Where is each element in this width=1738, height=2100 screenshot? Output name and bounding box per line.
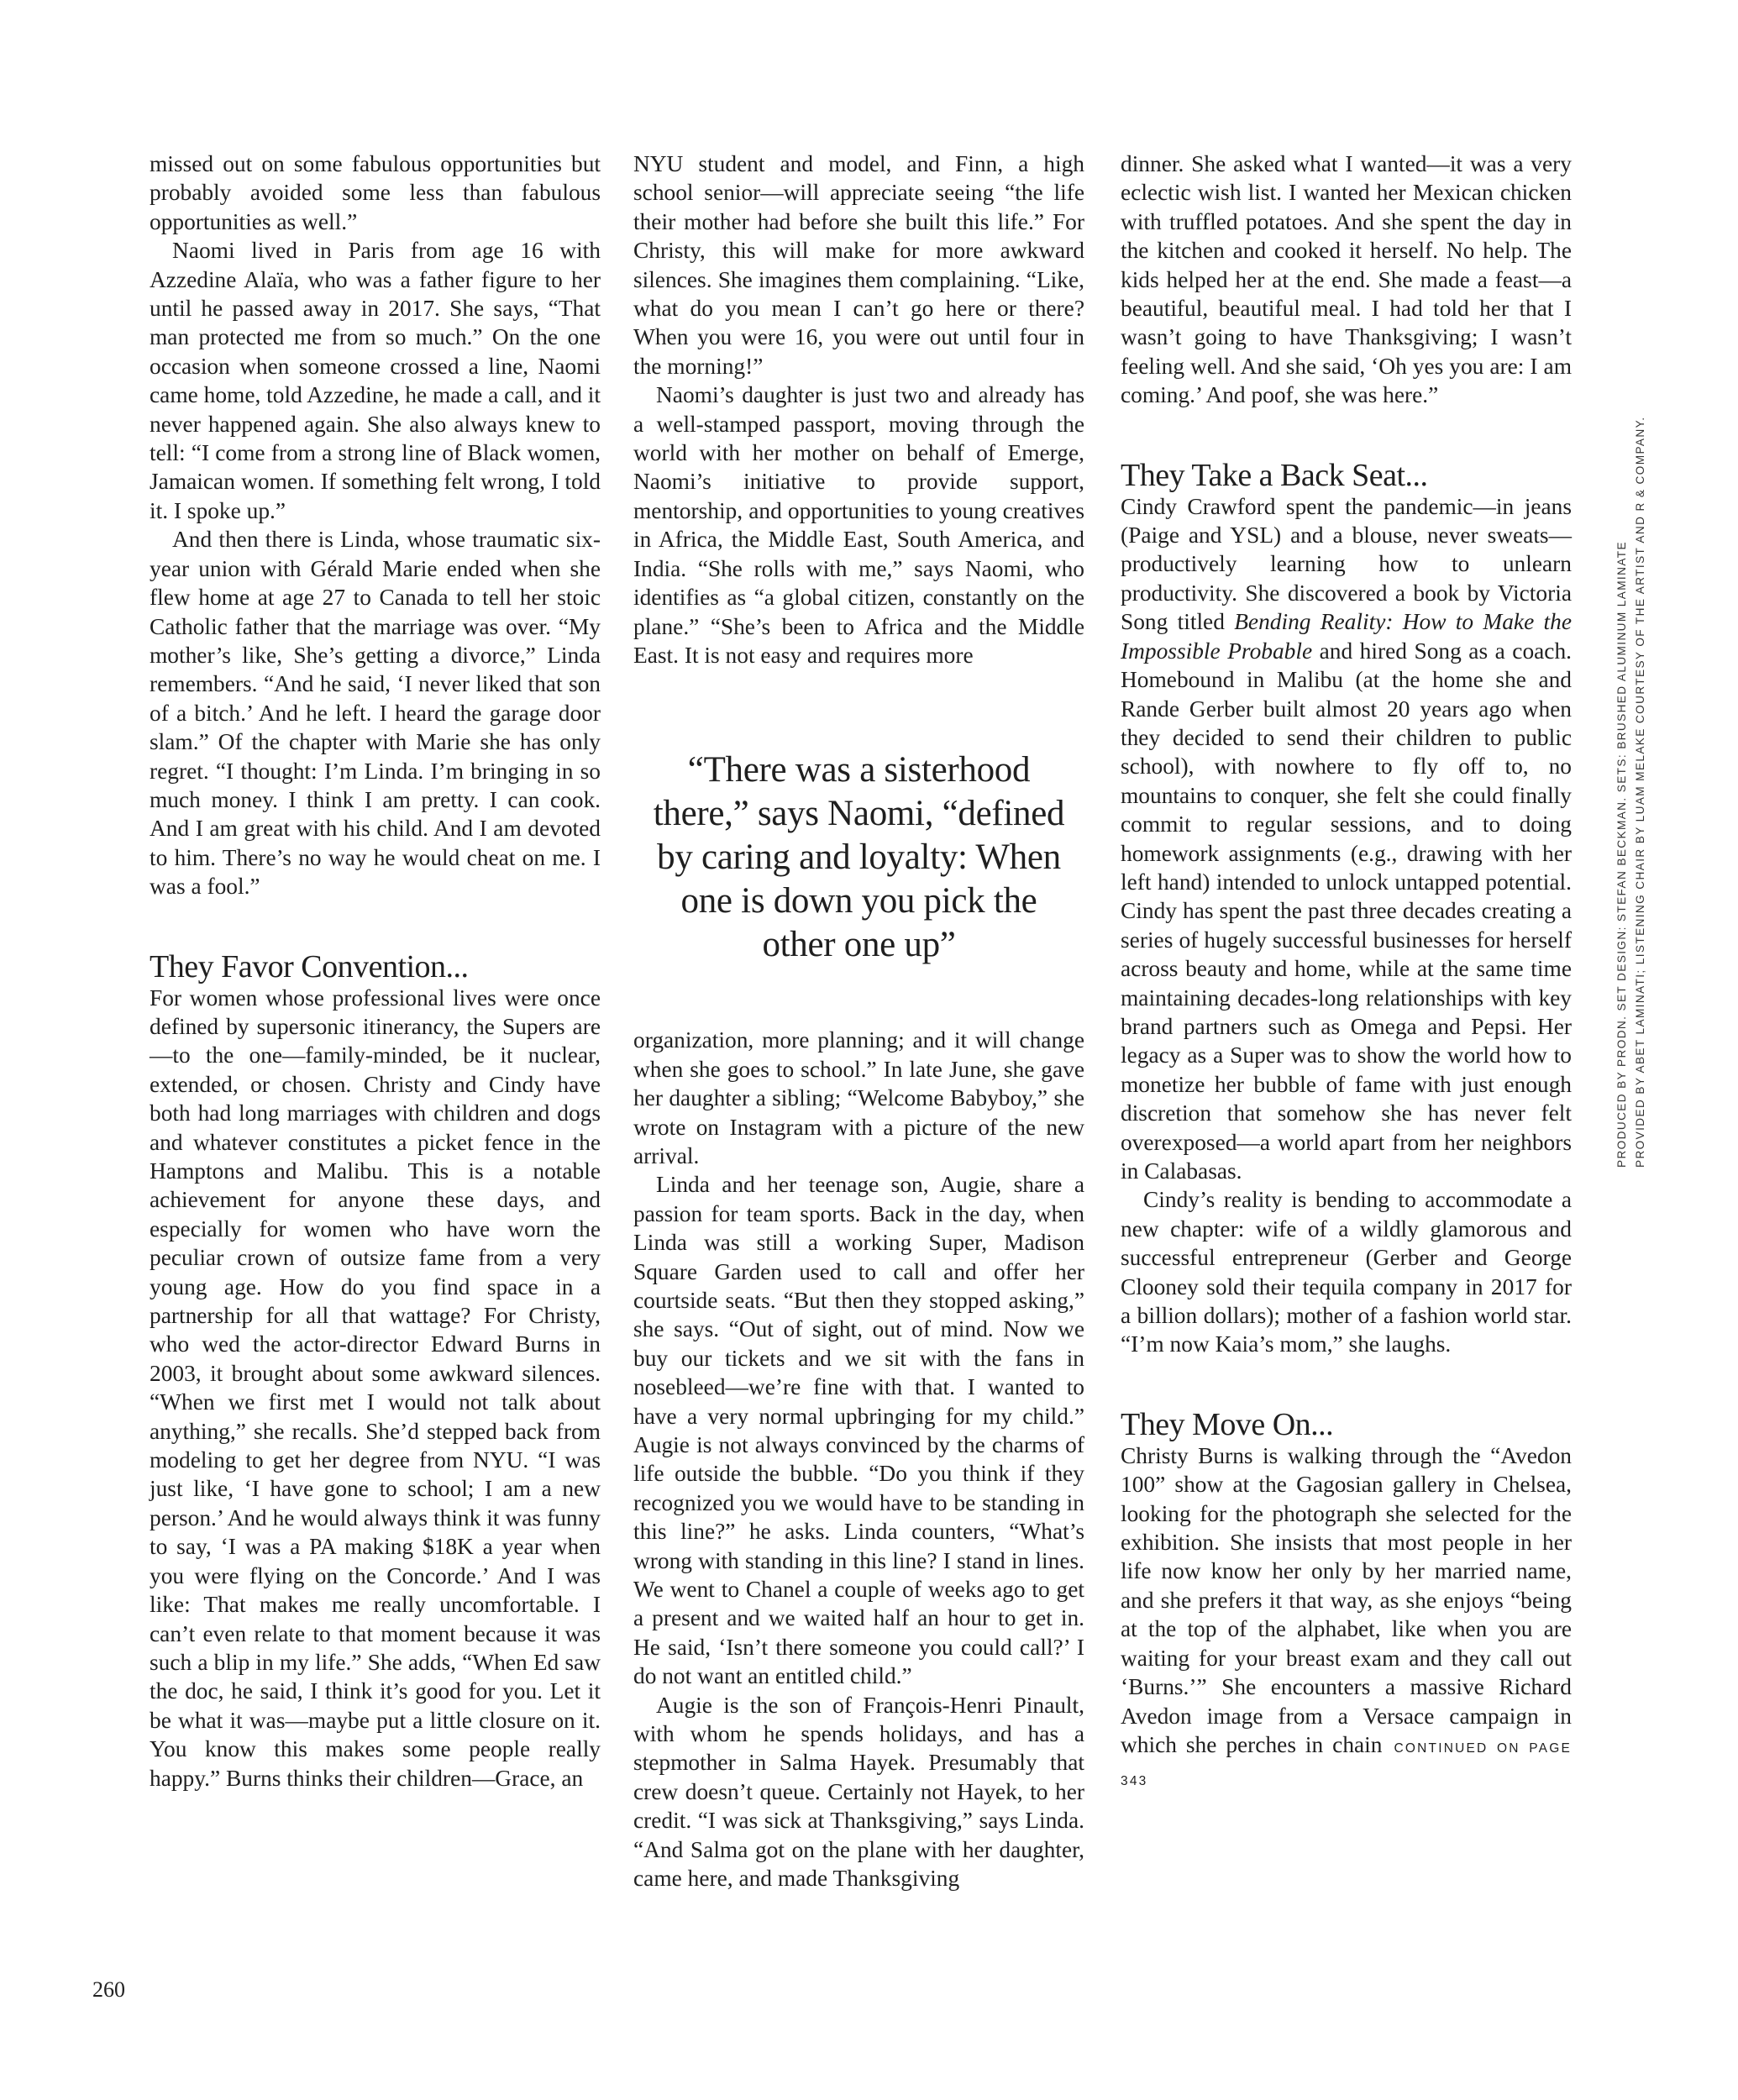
body-paragraph: Augie is the son of François-Henri Pinault, with whom he spends holidays, and has a stepmother in Salma Hayek. Presumably that crew doesn’t queue. Certainly not Hayek, to her credit. “I was sick at Thanksgiving,” says Linda. “And Salma got on the plane with her daughter, came here, and made Thanksgiving (633, 1692, 1084, 1892)
photo-credits (1613, 328, 1650, 1168)
body-paragraph: Linda and her teenage son, Augie, share a passion for team sports. Back in the day, when Linda was still a working Super, Madison Square Garden used to call and offer her courtside seats. “But then they stopped asking,” she says. “Out of sight, out of mind. Now we buy our tickets and we sit with the fans in nosebleed—we’re fine with that. I wanted to have a very normal upbringing for my child.” Augie is not always convinced by the charms of life outside the bubble. “Do you think if they recognized you we would have to be standing in this line?” he asks. Linda counters, “What’s wrong with standing in this line? I stand in lines. We went to Chanel a couple of weeks ago to get a present and we waited half an hour to get in. He said, ‘Isn’t there someone you could call?’ I do not want an entitled child.” (633, 1172, 1084, 1689)
body-paragraph: Naomi lived in Paris from age 16 with Azzedine Alaïa, who was a father figure to her until he passed away in 2017. She says, “That man protected me from so much.” On the one occasion when someone crossed a line, Naomi came home, told Azzedine, he made a call, and it never happened again. She also always knew to tell: “I come from a strong line of Black women, Jamaican women. If something felt wrong, I told it. I spoke up.” (150, 238, 601, 523)
book-title: Bending Reality: How to Make the Impossible Probable (1121, 609, 1572, 664)
article-column-1 (150, 150, 601, 1793)
credit-line: PROVIDED BY ABET LAMINATI; LISTENING CHAIR BY LUAM MELAKE COURTESY OF THE ARTIST AND R & COMPANY. (1634, 416, 1646, 1168)
pull-quote: “There was a sisterhood there,” says Naomi, “defined by caring and loyalty: When one is down you pick the other one up” (653, 750, 1065, 965)
body-paragraph: And then there is Linda, whose traumatic six-year union with Gérald Marie ended when she flew home at age 27 to Canada to tell her stoic Catholic father that the marriage was over. “My mother’s like, She’s getting a divorce,” Linda remembers. “And he said, ‘I never liked that son of a bitch.’ And he left. I heard the garage door slam.” Of the chapter with Marie she has only regret. “I thought: I’m Linda. I’m bringing in so much money. I think I am pretty. I can cook. And I am great with his child. And I am devoted to him. There’s no way he would cheat on me. I was a fool.” (150, 527, 601, 900)
article-column-2 (633, 150, 1084, 1893)
body-text: and hired Song as a coach. Homebound in Malibu (at the home she and Rande Gerber built almost 20 years ago when they decided to send their children to public school), with nowhere to fly off to, no mountains to conquer, she felt she could finally commit to regular sessions, and to doing homework assignments (e.g., drawing with her left hand) intended to unlock untapped potential. Cindy has spent the past three decades creating a series of hugely successful businesses for herself across beauty and home, while at the same time maintaining decades-long relationships with key brand partners such as Omega and Pepsi. Her legacy as a Super was to show the world how to monetize her bubble of fame with just enough discretion that somehow she has never felt overexposed—a world apart from her neighbors in Calabasas. (1121, 638, 1572, 1184)
page-number: 260 (92, 1977, 125, 2002)
article-column-3 (1121, 150, 1572, 1797)
body-paragraph: Cindy’s reality is bending to accommodate a new chapter: wife of a wildly glamorous and successful entrepreneur (Gerber and George Clooney sold their tequila company in 2017 for a billion dollars); mother of a fashion world star. “I’m now Kaia’s mom,” she laughs. (1121, 1187, 1572, 1357)
body-paragraph: organization, more planning; and it will change when she goes to school.” In late June, she gave her daughter a sibling; “Welcome Babyboy,” she wrote on Instagram with a picture of the new arrival. (633, 1027, 1084, 1168)
section-heading: They Move On... (1121, 1406, 1334, 1442)
body-paragraph: dinner. She asked what I wanted—it was a very eclectic wish list. I wanted her Mexican chicken with truffled potatoes. And she spent the day in the kitchen and cooked it herself. No help. The kids helped her at the end. She made a feast—a beautiful, beautiful meal. I had told her that I wasn’t going to have Thanksgiving; I wasn’t feeling well. And she said, ‘Oh yes you are: I am coming.’ And poof, she was here.” (1121, 151, 1572, 408)
body-paragraph (1121, 1441, 1572, 1797)
credit-line: PRODUCED BY PRODN. SET DESIGN: STEFAN BECKMAN. SETS: BRUSHED ALUMINUM LAMINATE (1615, 541, 1628, 1168)
body-text: Christy Burns is walking through the “Avedon 100” show at the Gagosian gallery in Chelsea, looking for the photograph she selected for the exhibition. She insists that most people in her life now know her only by her married name, and she prefers it that way, as she enjoys “being at the top of the alphabet, like when you are waiting for your breast exam and they call out ‘Burns.’” She encounters a massive Richard Avedon image from a Versace campaign in which she perches in chain (1121, 1442, 1572, 1757)
body-paragraph (1121, 492, 1572, 1186)
body-paragraph: For women whose professional lives were once defined by supersonic itinerancy, the Supers are—to the one—family-minded, be it nuclear, extended, or chosen. Christy and Cindy have both had long marriages with children and dogs and whatever constitutes a picket fence in the Hamptons and Malibu. This is a notable achievement for anyone these days, and especially for women who have worn the peculiar crown of outsize fame from a very young age. How do you find space in a partnership for all that wattage? For Christy, who wed the actor-director Edward Burns in 2003, it brought about some awkward silences. “When we first met I would not talk about anything,” she recalls. She’d stepped back from modeling to get her degree from NYU. “I was just like, ‘I have gone to school; I am a new person.’ And he would always think it was funny to say, ‘I was a PA making $18K a year when you were flying on the Concorde.’ And I was like: That makes me really uncomfortable. I can’t even relate to that moment because it was such a blip in my life.” She adds, “When Ed saw the doc, he said, I think it’s good for you. Let it be what it was—maybe put a little closure on it. You know this makes some people really happy.” Burns thinks their children—Grace, an (150, 984, 601, 1791)
body-text: Cindy Crawford spent the pandemic—in jeans (Paige and YSL) and a blouse, never sweats—productively learning how to unlearn productivity. She discovered a book by Victoria Song titled (1121, 493, 1572, 635)
body-paragraph: NYU student and model, and Finn, a high school senior—will appreciate seeing “the life their mother had before she built this life.” For Christy, this will make for more awkward silences. She imagines them complaining. “Like, what do you mean I can’t go here or there? When you were 16, you were out until four in the morning!” (633, 151, 1084, 379)
body-paragraph: Naomi’s daughter is just two and already has a well-stamped passport, moving through the world with her mother on behalf of Emerge, Naomi’s initiative to provide support, mentorship, and opportunities to young creatives in Africa, the Middle East, South America, and India. “She rolls with me,” says Naomi, who identifies as “a global citizen, constantly on the plane.” “She’s been to Africa and the Middle East. It is not easy and requires more (633, 382, 1084, 668)
body-paragraph: missed out on some fabulous opportunities but probably avoided some less than fabulous opportunities as well.” (150, 151, 601, 234)
section-heading: They Take a Back Seat... (1121, 457, 1428, 493)
continued-jump-line: CONTINUED ON PAGE 343 (1121, 1740, 1572, 1789)
section-heading: They Favor Convention... (150, 948, 469, 984)
